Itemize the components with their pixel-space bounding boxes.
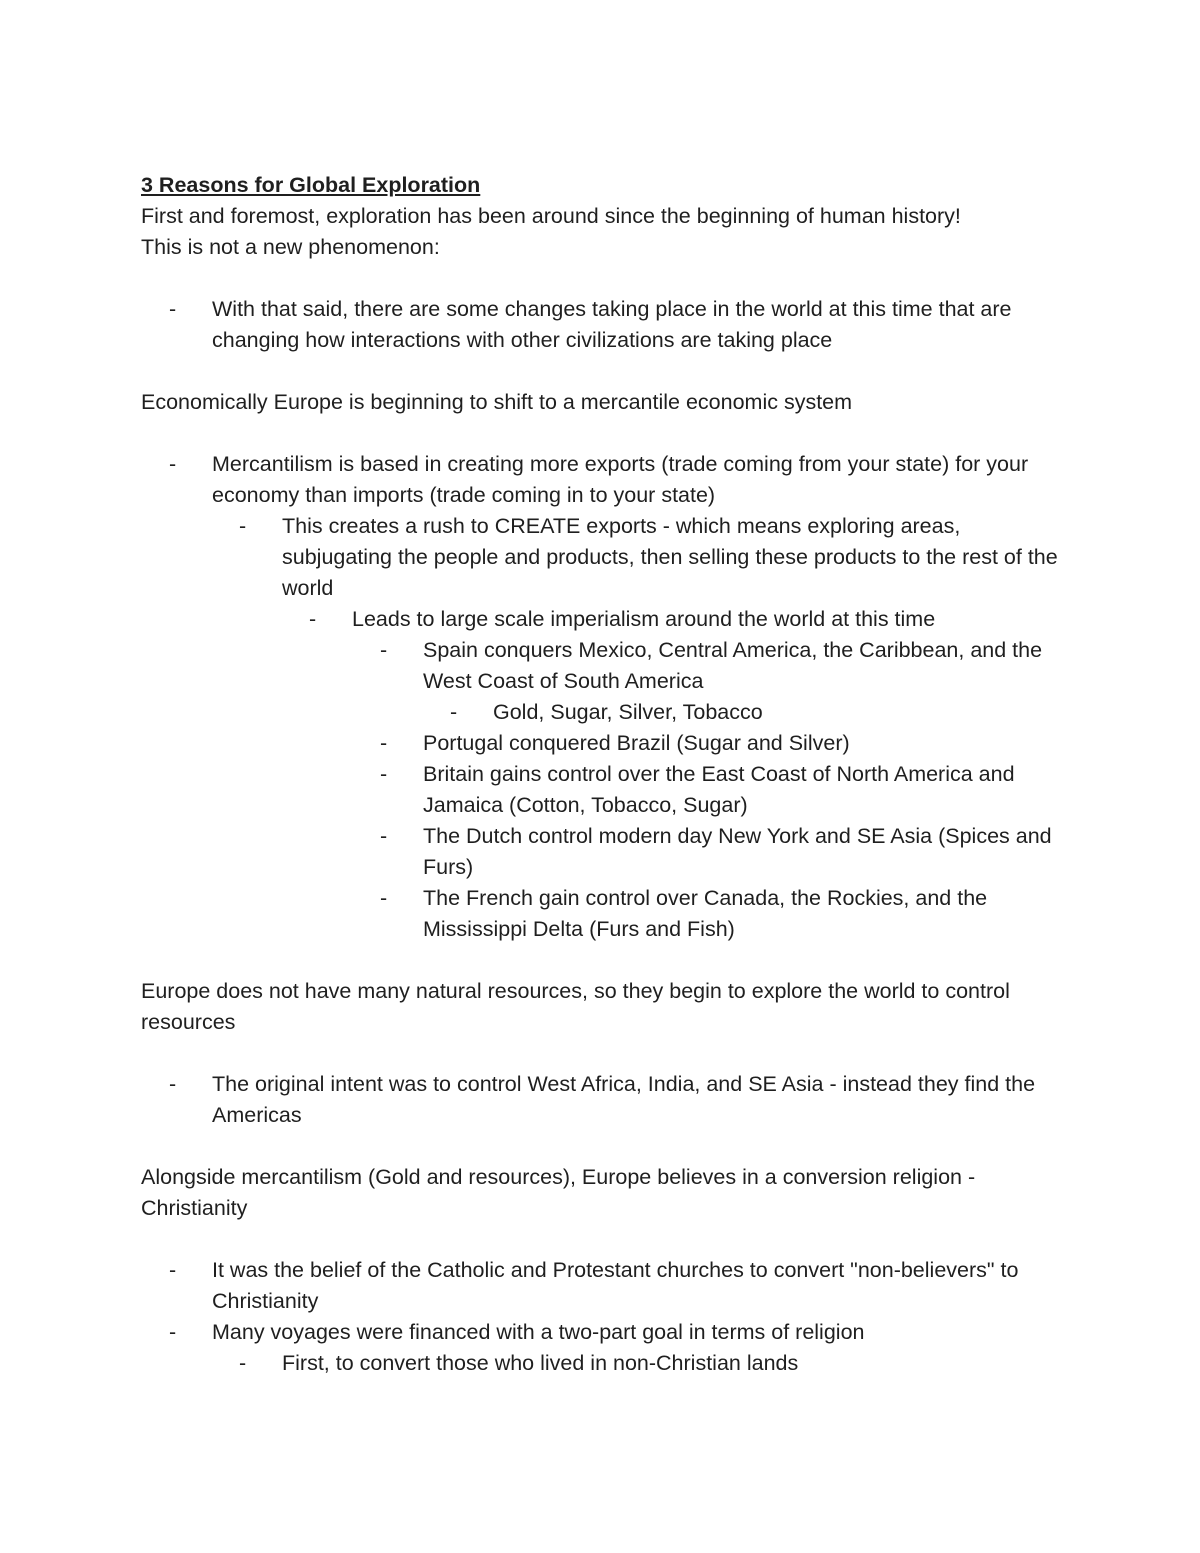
bullet-dash: -	[450, 700, 458, 724]
section-heading: Economically Europe is beginning to shift to a mercantile economic system	[141, 390, 853, 414]
bullet-dash: -	[380, 731, 388, 755]
document-title: 3 Reasons for Global Exploration	[141, 173, 481, 197]
bullet-dash: -	[169, 1072, 177, 1096]
list-item	[141, 821, 1071, 883]
bullet-dash: -	[169, 1320, 177, 1344]
list-item-text: This creates a rush to CREATE exports - which means exploring areas, subjugating the people and products, then selling these products to the rest of the world	[282, 514, 1058, 600]
list-item-text: Portugal conquered Brazil (Sugar and Silver)	[423, 731, 850, 755]
bullet-dash: -	[380, 638, 388, 662]
list-item	[141, 759, 1071, 821]
list-item	[141, 1069, 1071, 1131]
list-item-text: The French gain control over Canada, the Rockies, and the Mississippi Delta (Furs and Fish)	[423, 886, 988, 941]
bullet-dash: -	[380, 886, 388, 910]
spacer	[141, 418, 1071, 449]
list-item-text: With that said, there are some changes taking place in the world at this time that are changing how interactions with other civilizations are taking place	[212, 297, 1012, 352]
list-item	[141, 728, 1071, 759]
list-item-text: Spain conquers Mexico, Central America, the Caribbean, and the West Coast of South America	[423, 638, 1043, 693]
bullet-dash: -	[239, 514, 247, 538]
list-item	[141, 294, 1071, 356]
bullet-dash: -	[169, 1258, 177, 1282]
intro-line: First and foremost, exploration has been around since the beginning of human history!	[141, 204, 961, 228]
intro-line: This is not a new phenomenon:	[141, 235, 440, 259]
section-heading: Alongside mercantilism (Gold and resources), Europe believes in a conversion religion - Christianity	[141, 1165, 976, 1220]
list-item-text: First, to convert those who lived in non-Christian lands	[282, 1351, 799, 1375]
spacer	[141, 945, 1071, 976]
list-item-text: Leads to large scale imperialism around the world at this time	[352, 607, 936, 631]
spacer	[141, 1038, 1071, 1069]
spacer	[141, 1131, 1071, 1162]
list-item	[141, 883, 1071, 945]
bullet-dash: -	[380, 824, 388, 848]
list-item	[141, 635, 1071, 697]
list-item-text: Many voyages were financed with a two-part goal in terms of religion	[212, 1320, 865, 1344]
list-item-text: Mercantilism is based in creating more exports (trade coming from your state) for your economy than imports (trade coming in to your state)	[212, 452, 1029, 507]
document-page	[141, 170, 1071, 1379]
list-item-text: The original intent was to control West Africa, India, and SE Asia - instead they find the Americas	[212, 1072, 1036, 1127]
bullet-dash: -	[380, 762, 388, 786]
list-item	[141, 604, 1071, 635]
bullet-dash: -	[169, 297, 177, 321]
list-item-text: Britain gains control over the East Coast of North America and Jamaica (Cotton, Tobacco, Sugar)	[423, 762, 1015, 817]
bullet-dash: -	[309, 607, 317, 631]
bullet-dash: -	[239, 1351, 247, 1375]
spacer	[141, 356, 1071, 387]
list-item	[141, 697, 1071, 728]
list-item	[141, 511, 1071, 604]
list-item-text: The Dutch control modern day New York and SE Asia (Spices and Furs)	[423, 824, 1052, 879]
list-item	[141, 449, 1071, 511]
list-item	[141, 1348, 1071, 1379]
bullet-dash: -	[169, 452, 177, 476]
spacer	[141, 1224, 1071, 1255]
list-item	[141, 1317, 1071, 1348]
list-item-text: Gold, Sugar, Silver, Tobacco	[493, 700, 763, 724]
spacer	[141, 263, 1071, 294]
list-item	[141, 1255, 1071, 1317]
list-item-text: It was the belief of the Catholic and Protestant churches to convert "non-believers" to Christianity	[212, 1258, 1019, 1313]
section-heading: Europe does not have many natural resources, so they begin to explore the world to control resources	[141, 979, 1010, 1034]
